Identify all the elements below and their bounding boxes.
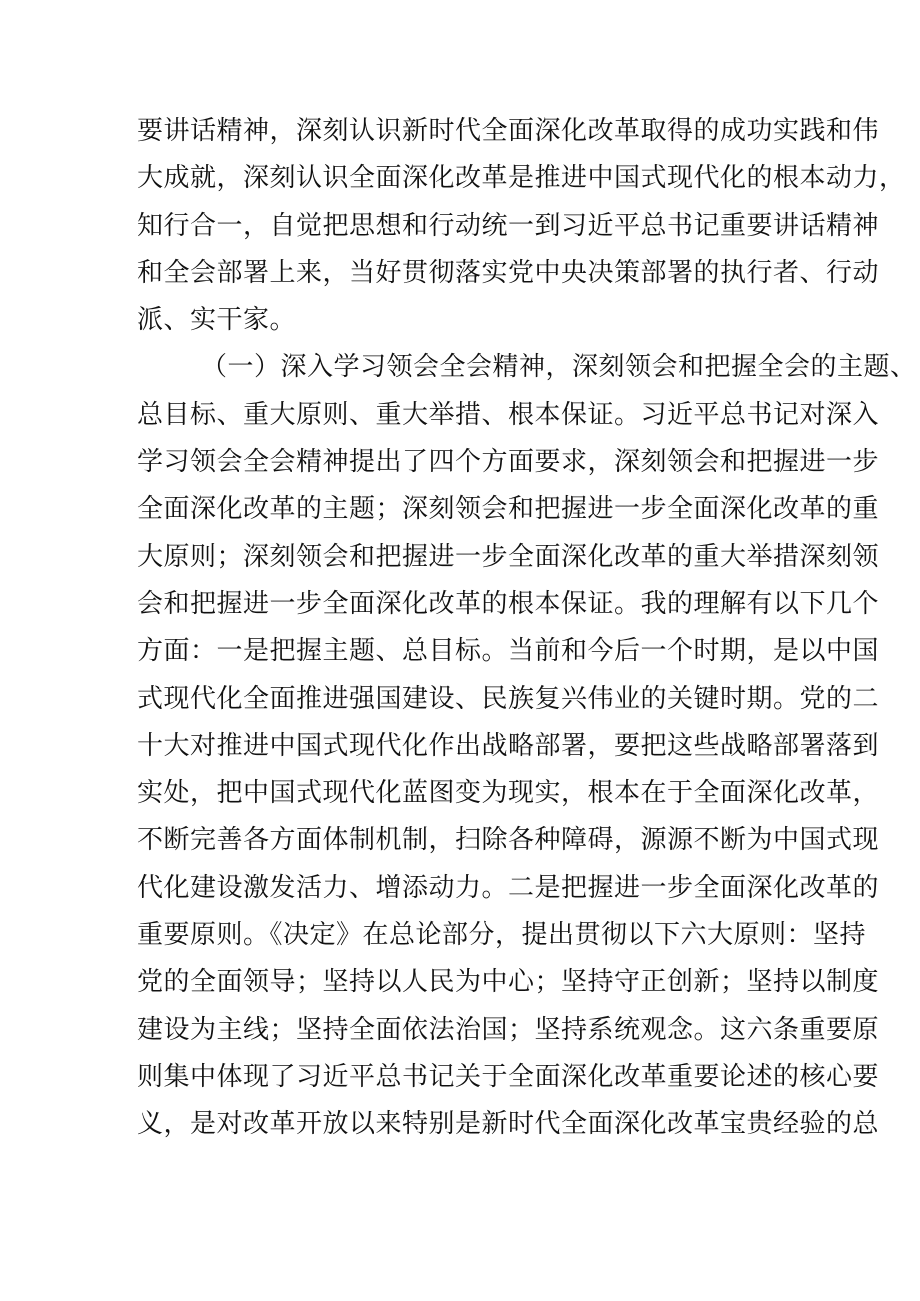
text-line: 重要原则。《决定》在总论部分，提出贯彻以下六大原则：坚持 <box>137 920 867 951</box>
text-line: 实处，把中国式现代化蓝图变为现实，根本在于全面深化改革， <box>137 778 880 809</box>
text-line: 不断完善各方面体制机制，扫除各种障碍，源源不断为中国式现 <box>137 825 880 856</box>
text-line: 会和把握进一步全面深化改革的根本保证。我的理解有以下几个 <box>137 588 880 619</box>
text-line: 知行合一，自觉把思想和行动统一到习近平总书记重要讲话精神 <box>137 210 880 241</box>
text-line: 和全会部署上来，当好贯彻落实党中央决策部署的执行者、行动 <box>137 257 880 288</box>
text-line: 派、实干家。 <box>137 305 297 336</box>
text-line: 十大对推进中国式现代化作出战略部署，要把这些战略部署落到 <box>137 730 880 761</box>
body-text <box>137 108 917 1149</box>
text-line: 义，是对改革开放以来特别是新时代全面深化改革宝贵经验的总 <box>137 1109 880 1140</box>
text-line: 要讲话精神，深刻认识新时代全面深化改革取得的成功实践和伟 <box>137 116 880 146</box>
text-line: 党的全面领导；坚持以人民为中心；坚持守正创新；坚持以制度 <box>137 967 880 998</box>
text-line: 大成就，深刻认识全面深化改革是推进中国式现代化的根本动力， <box>137 163 906 194</box>
text-line: 代化建设激发活力、增添动力。二是把握进一步全面深化改革的 <box>137 872 880 903</box>
text-line: 全面深化改革的主题；深刻领会和把握进一步全面深化改革的重 <box>137 494 880 525</box>
text-line: 式现代化全面推进强国建设、民族复兴伟业的关键时期。党的二 <box>137 683 880 714</box>
text-line: 方面：一是把握主题、总目标。当前和今后一个时期，是以中国 <box>137 636 880 667</box>
text-line: 大原则；深刻领会和把握进一步全面深化改革的重大举措深刻领 <box>137 541 880 572</box>
section-heading-line: （一）深入学习领会全会精神，深刻领会和把握全会的主题、 <box>201 352 917 383</box>
text-line: 学习领会全会精神提出了四个方面要求，深刻领会和把握进一步 <box>137 447 880 478</box>
text-line: 总目标、重大原则、重大举措、根本保证。习近平总书记对深入 <box>137 399 880 430</box>
text-line: 则集中体现了习近平总书记关于全面深化改革重要论述的核心要 <box>137 1061 880 1092</box>
text-line: 建设为主线；坚持全面依法治国；坚持系统观念。这六条重要原 <box>137 1014 880 1045</box>
